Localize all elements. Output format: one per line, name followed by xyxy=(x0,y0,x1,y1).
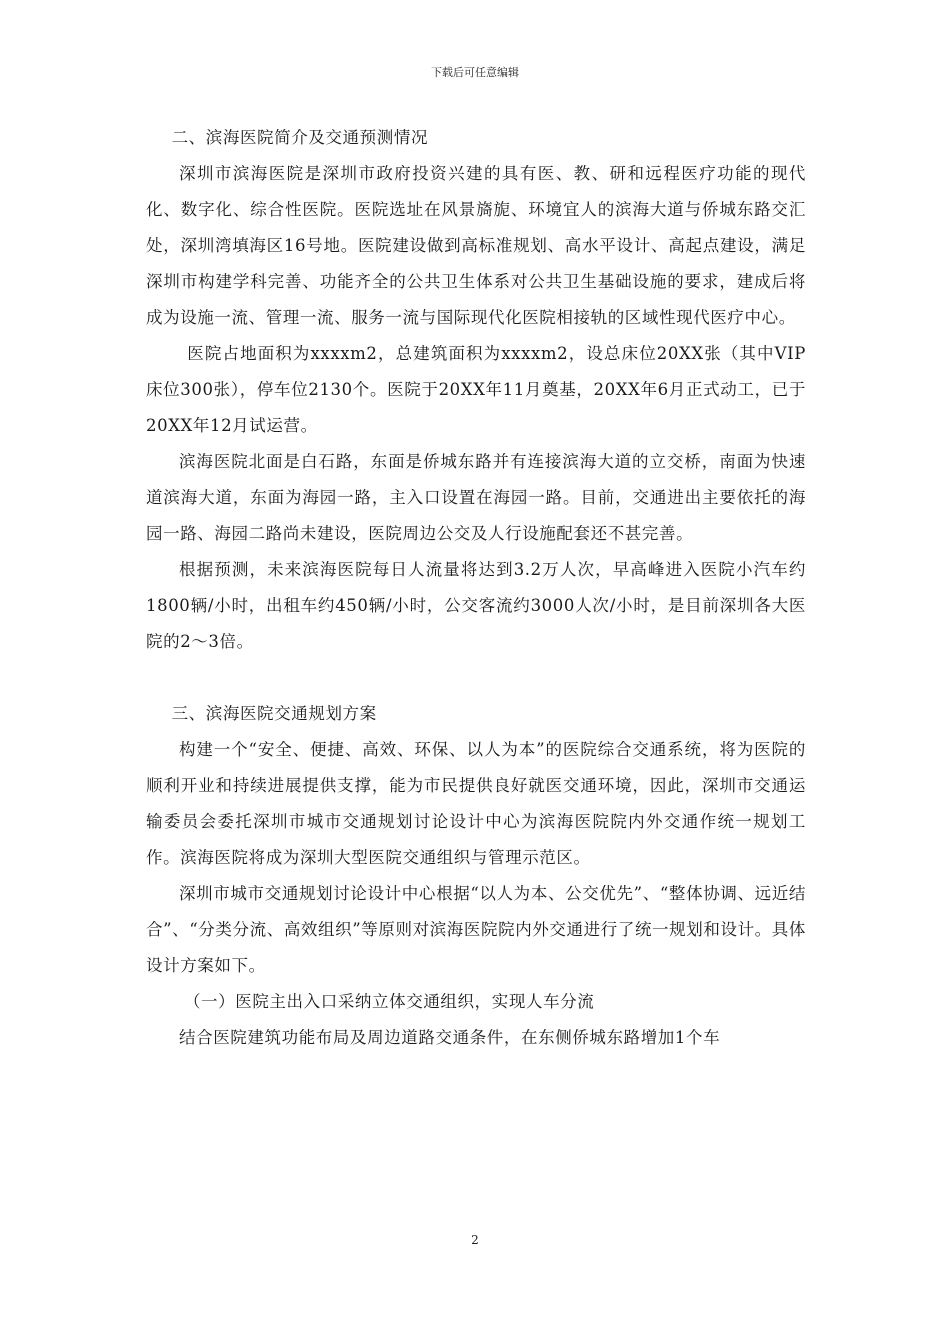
paragraph-surrounding-roads: 滨海医院北面是白石路，东面是侨城东路并有连接滨海大道的立交桥，南面为快速道滨海大道，东面为海园一路，主入口设置在海园一路。目前，交通进出主要依托的海园一路、海园二路尚未建设，医院周边公交及人行设施配套还不甚完善。 xyxy=(146,452,806,543)
paragraph-hospital-intro: 深圳市滨海医院是深圳市政府投资兴建的具有医、教、研和远程医疗功能的现代化、数字化、综合性医院。医院选址在风景旖旎、环境宜人的滨海大道与侨城东路交汇处，深圳湾填海区16号地。医院建设做到高标准规划、高水平设计、高起点建设，满足深圳市构建学科完善、功能齐全的公共卫生体系对公共卫生基础设施的要求，建成后将成为设施一流、管理一流、服务一流与国际现代化医院相接轨的区域性现代医疗中心。 xyxy=(146,164,806,327)
paragraph-traffic-system: 构建一个“安全、便捷、高效、环保、以人为本”的医院综合交通系统，将为医院的顺利开业和持续进展提供支撑，能为市民提供良好就医交通环境，因此，深圳市交通运输委员会委托深圳市城市交通规划讨论设计中心为滨海医院院内外交通作统一规划工作。滨海医院将成为深圳大型医院交通组织与管理示范区。 xyxy=(146,740,806,867)
document-body xyxy=(146,120,806,1056)
paragraph-traffic-forecast: 根据预测，未来滨海医院每日人流量将达到3.2万人次，早高峰进入医院小汽车约1800辆/小时，出租车约450辆/小时，公交客流约3000人次/小时，是目前深圳各大医院的2～3倍。 xyxy=(146,560,806,651)
section-heading-2: 二、滨海医院简介及交通预测情况 xyxy=(171,128,429,147)
paragraph-hospital-area: 医院占地面积为xxxxm2，总建筑面积为xxxxm2，设总床位20XX张（其中VIP床位300张），停车位2130个。医院于20XX年11月奠基，20XX年6月正式动工，已于20XX年12月试运营。 xyxy=(146,344,806,435)
section-spacer xyxy=(146,660,806,696)
paragraph-planning-principles: 深圳市城市交通规划讨论设计中心根据“以人为本、公交优先”、“整体协调、远近结合”、“分类分流、高效组织”等原则对滨海医院院内外交通进行了统一规划和设计。具体设计方案如下。 xyxy=(146,884,806,975)
section-heading-3: 三、滨海医院交通规划方案 xyxy=(171,704,377,723)
page-number: 2 xyxy=(471,1233,479,1247)
page-header-note: 下载后可任意编辑 xyxy=(431,66,519,79)
subsection-heading-1: （一）医院主出入口采纳立体交通组织，实现人车分流 xyxy=(183,992,595,1011)
paragraph-entrance-layout: 结合医院建筑功能布局及周边道路交通条件，在东侧侨城东路增加1个车 xyxy=(179,1028,721,1047)
